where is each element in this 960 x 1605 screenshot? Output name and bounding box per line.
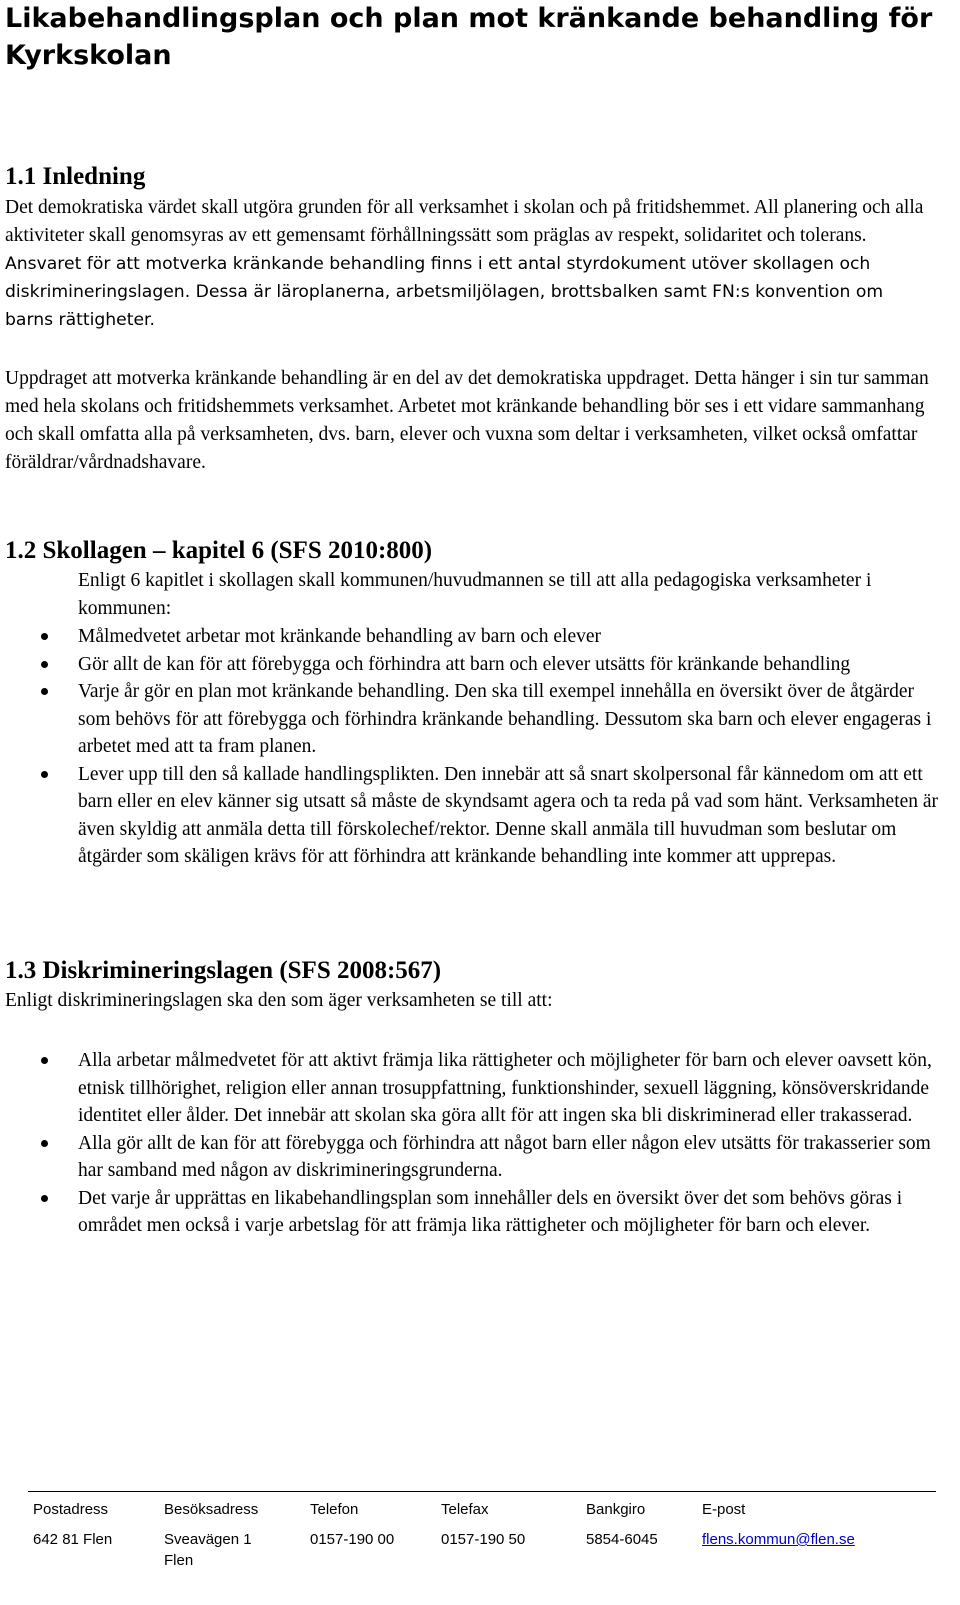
list-item: Målmedvetet arbetar mot kränkande behandling av barn och elever xyxy=(0,623,945,651)
list-item: Alla arbetar målmedvetet för att aktivt främja lika rättigheter och möjligheter för barn och elever oavsett kön, etnisk tillhörighet, religion eller annan trosuppfattning, funktionshinder, sexuell läggning, könsöverskridande identitet eller ålder. Det innebär att skolan ska göra allt för att ingen ska bli diskriminerad eller trakasserad. xyxy=(0,1047,945,1130)
inledning-paragraph-1-sans: Ansvaret för att motverka kränkande behandling finns i ett antal styrdokument utöver skollagen och diskrimineringslagen. Dessa är läroplanerna, arbetsmiljölagen, brottsbalken samt FN:s konvention om barns rättigheter. xyxy=(5,254,884,330)
footer-email-link[interactable]: flens.kommun@flen.se xyxy=(702,1531,855,1548)
list-item: Lever upp till den så kallade handlingsplikten. Den innebär att så snart skolpersonal får kännedom om att ett barn eller en elev känner sig utsatt så måste de skyndsamt agera och ta reda på vad som hänt. Verksamheten är även skyldig att anmäla detta till förskolechef/rektor. Denne skall anmäla till huvudman som beslutar om åtgärder som skäligen krävs för att förhindra att kränkande behandling inte kommer att upprepas. xyxy=(0,761,945,871)
list-item: Varje år gör en plan mot kränkande behandling. Den ska till exempel innehålla en översikt över de åtgärder som behövs för att förebygga och förhindra kränkande behandling. Dessutom ska barn och elever engageras i arbetet med att ta fram planen. xyxy=(0,678,945,761)
bullet-icon xyxy=(41,633,48,640)
bullet-icon xyxy=(41,1057,48,1064)
section-heading-inledning: 1.1 Inledning xyxy=(5,163,146,190)
footer-telefon: 0157-190 00 xyxy=(310,1531,395,1548)
footer-label-telefon: Telefon xyxy=(310,1501,359,1518)
section-heading-skollagen: 1.2 Skollagen – kapitel 6 (SFS 2010:800) xyxy=(5,537,433,564)
list-item: Gör allt de kan för att förebygga och förhindra att barn och elever utsätts för kränkande behandling xyxy=(0,651,945,679)
bullet-icon xyxy=(41,661,48,668)
footer-label-bankgiro: Bankgiro xyxy=(586,1501,646,1518)
footer-label-telefax: Telefax xyxy=(441,1501,489,1518)
skollagen-intro: Enligt 6 kapitlet i skollagen skall kommunen/huvudmannen se till att alla pedagogiska verksamheter i kommunen: xyxy=(78,570,872,619)
diskrimineringslagen-intro: Enligt diskrimineringslagen ska den som äger verksamheten se till att: xyxy=(5,990,553,1011)
footer-label-epost: E-post xyxy=(702,1501,746,1518)
skollagen-bullet-list xyxy=(0,623,945,871)
diskrimineringslagen-bullet-list xyxy=(0,1047,945,1240)
bullet-icon xyxy=(41,771,48,778)
inledning-paragraph-2: Uppdraget att motverka kränkande behandling är en del av det demokratiska uppdraget. Detta hänger i sin tur samman med hela skolans och fritidshemmets verksamhet. Arbetet mot kränkande behandling bör ses i ett vidare sammanhang och skall omfatta alla på verksamheten, dvs. barn, elever och vuxna som deltar i verksamheten, vilket också omfattar föräldrar/vårdnadshavare. xyxy=(5,368,929,473)
inledning-paragraph-1 xyxy=(5,194,935,334)
footer-label-besoksadress: Besöksadress xyxy=(164,1501,259,1518)
footer-besoksadress: Sveavägen 1 Flen xyxy=(164,1531,252,1569)
footer-label-postadress: Postadress xyxy=(33,1501,109,1518)
footer-postadress: 642 81 Flen xyxy=(33,1531,113,1548)
list-item: Det varje år upprättas en likabehandlingsplan som innehåller dels en översikt över det som behövs göras i området men också i varje arbetslag för att främja lika rättigheter och möjligheter för barn och elever. xyxy=(0,1185,945,1240)
document-title: Likabehandlingsplan och plan mot kränkande behandling för Kyrkskolan xyxy=(5,3,933,71)
inledning-paragraph-1-serif: Det demokratiska värdet skall utgöra grunden för all verksamhet i skolan och på fritidshemmet. All planering och alla aktiviteter skall genomsyras av ett gemensamt förhållningssätt som präglas av respekt, solidaritet och tolerans. xyxy=(5,197,924,246)
footer-telefax: 0157-190 50 xyxy=(441,1531,526,1548)
footer-divider xyxy=(28,1491,936,1492)
bullet-icon xyxy=(41,688,48,695)
section-heading-diskrimineringslagen: 1.3 Diskrimineringslagen (SFS 2008:567) xyxy=(5,957,442,984)
footer-bankgiro: 5854-6045 xyxy=(586,1531,658,1548)
bullet-icon xyxy=(41,1195,48,1202)
bullet-icon xyxy=(41,1140,48,1147)
list-item: Alla gör allt de kan för att förebygga och förhindra att något barn eller någon elev utsätts för trakasserier som har samband med någon av diskrimineringsgrunderna. xyxy=(0,1130,945,1185)
